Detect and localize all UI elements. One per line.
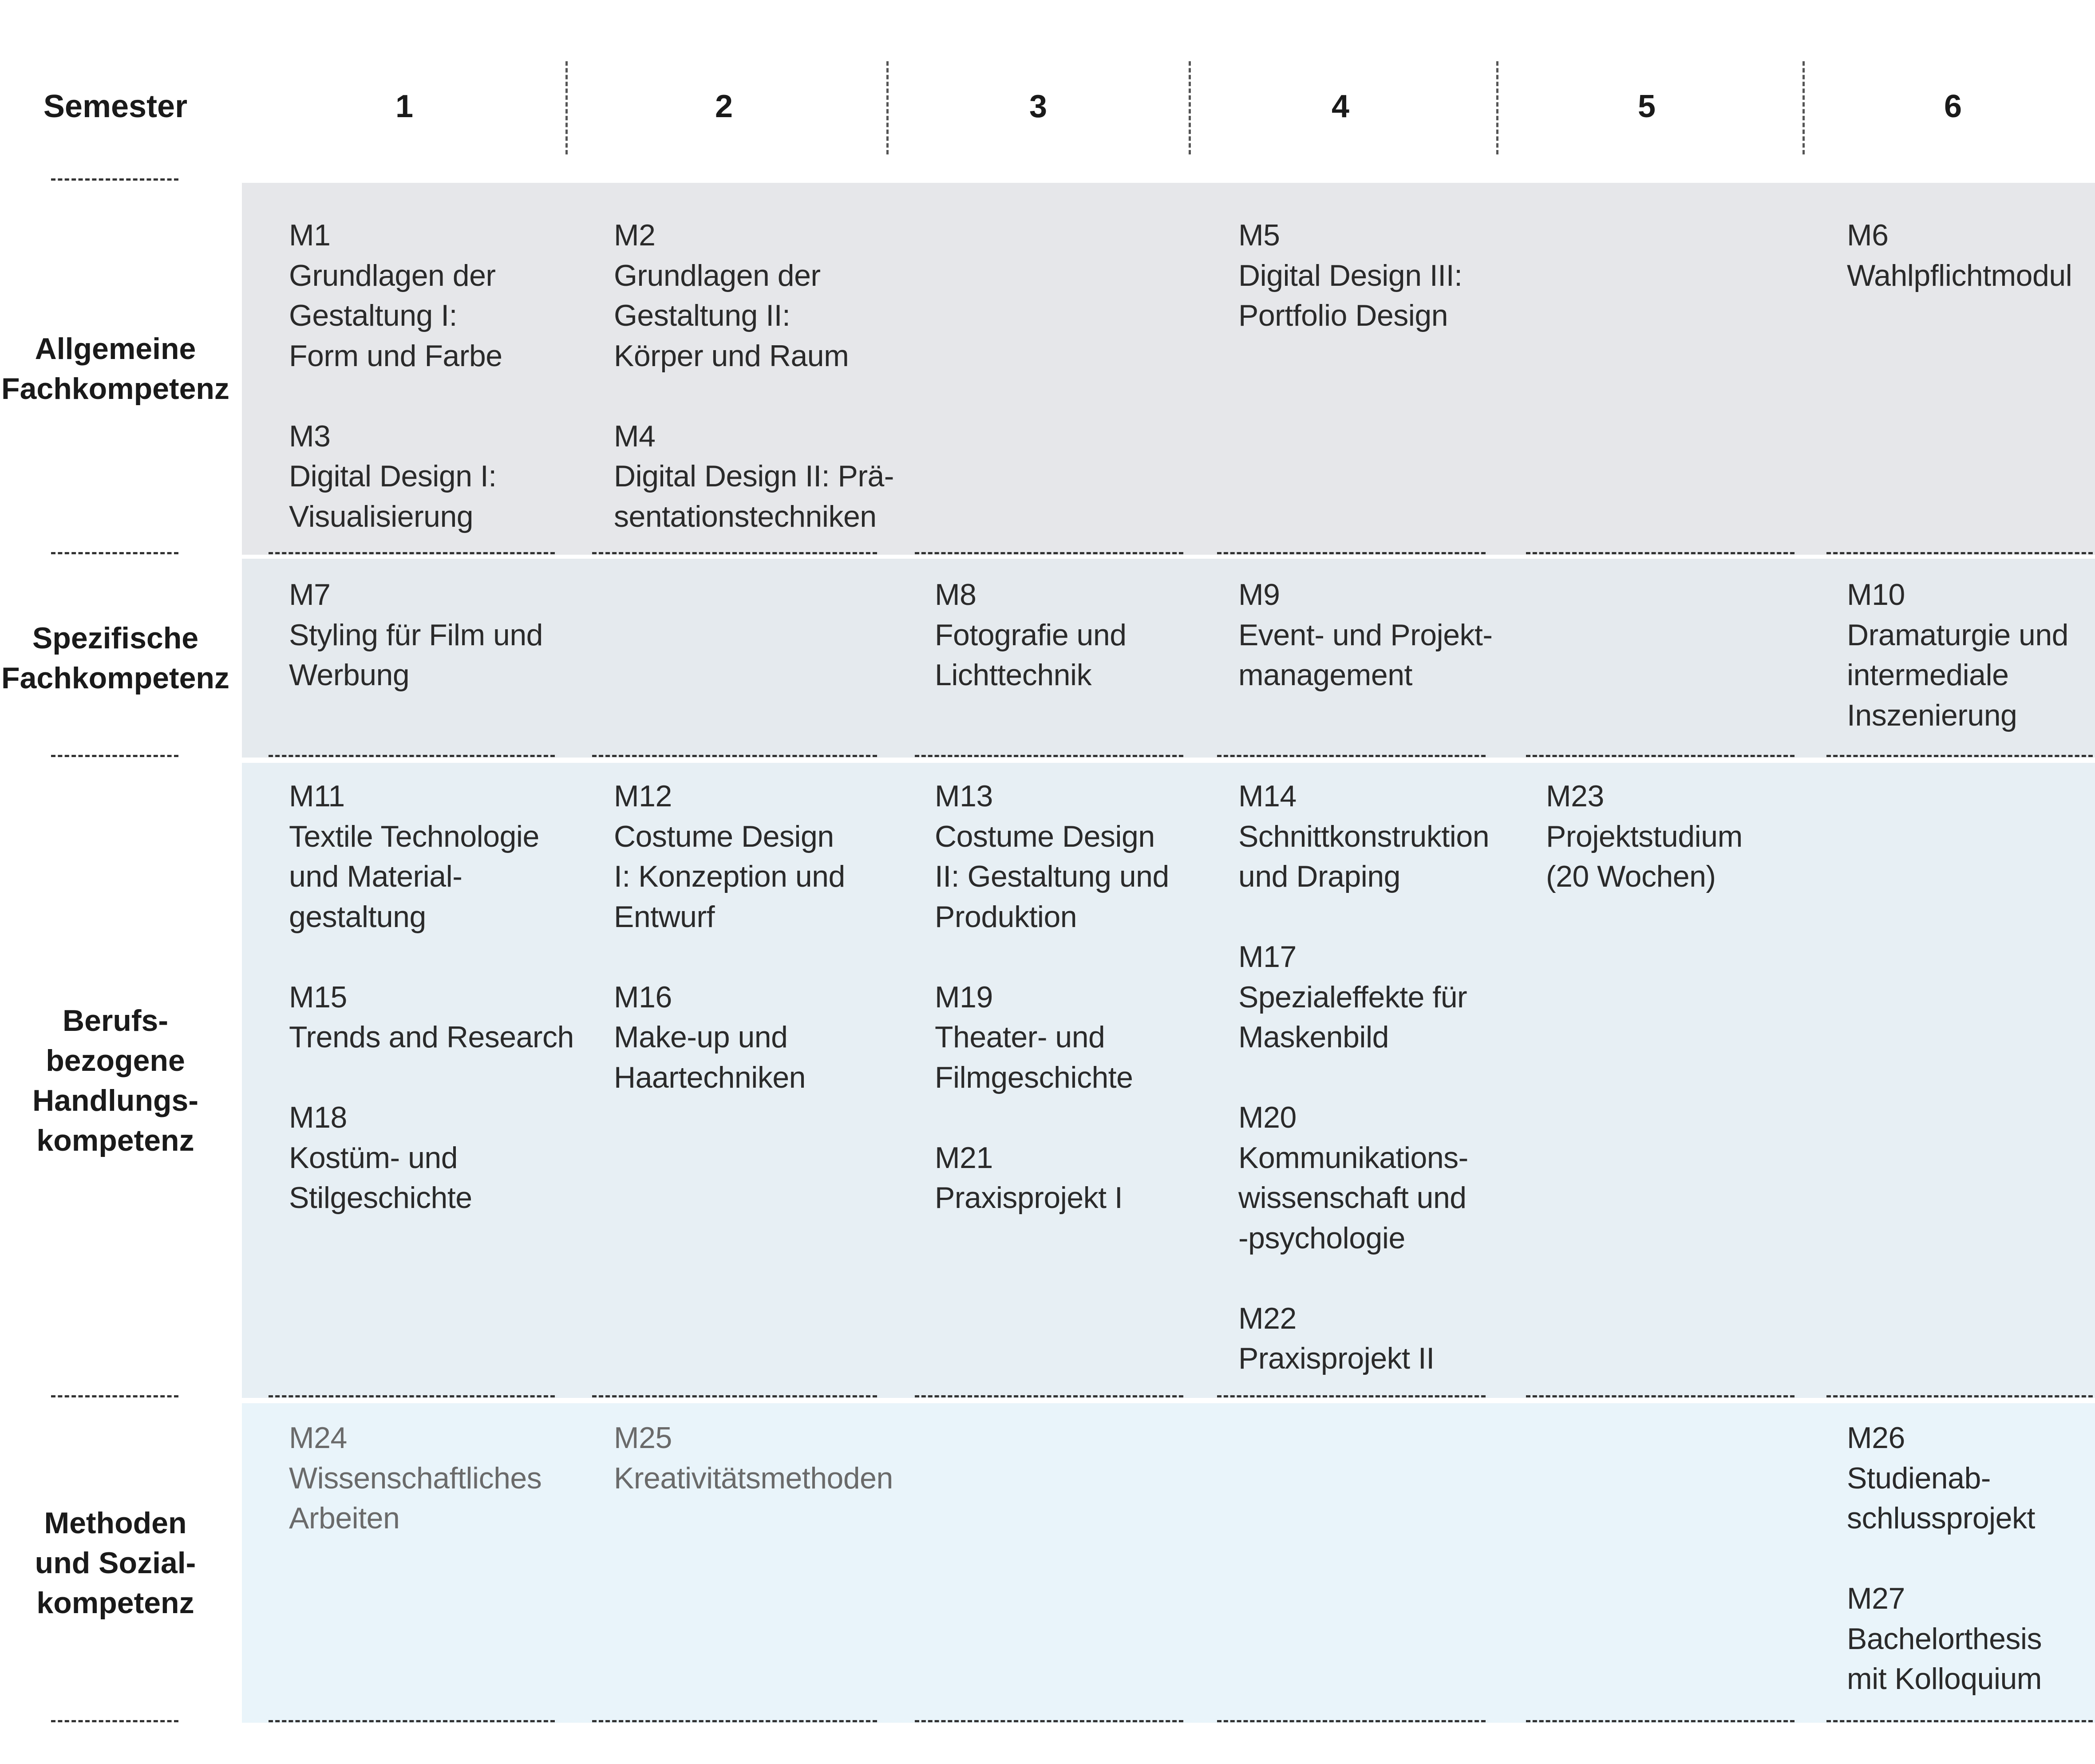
module-code: M20 — [1238, 1101, 1297, 1134]
module-title-line: Digital Design II: Prä- — [614, 459, 894, 493]
row-label-line: kompetenz — [36, 1123, 194, 1157]
module-title-line: Theater- und — [935, 1020, 1105, 1054]
label-separator — [51, 552, 178, 554]
module-title-line: intermediale — [1847, 658, 2009, 692]
label-separator — [51, 755, 178, 757]
module-m18 — [289, 1097, 574, 1218]
module-code: M23 — [1546, 779, 1604, 813]
module-title-line: Styling für Film und — [289, 618, 543, 652]
row-separator — [915, 755, 1183, 757]
module-cell — [614, 1418, 893, 1498]
module-title-line: Dramaturgie und — [1847, 618, 2068, 652]
row-separator — [1826, 1720, 2093, 1722]
module-m13 — [935, 776, 1169, 937]
module-code: M21 — [935, 1140, 993, 1175]
row-label-line: Handlungs- — [32, 1083, 198, 1117]
module-code: M6 — [1847, 218, 1889, 252]
module-title-line: I: Konzeption und — [614, 860, 845, 893]
row-separator — [915, 552, 1183, 554]
row-separator — [915, 1395, 1183, 1397]
module-m22 — [1238, 1298, 1489, 1379]
module-code: M10 — [1847, 578, 1905, 612]
header-divider — [1189, 61, 1191, 154]
module-m10 — [1847, 575, 2068, 735]
semester-number-2: 2 — [715, 89, 733, 124]
module-code: M24 — [289, 1421, 347, 1455]
module-m11 — [289, 776, 574, 937]
row-label — [0, 559, 231, 758]
module-title-line: Praxisprojekt II — [1238, 1342, 1435, 1375]
label-separator — [51, 178, 178, 181]
module-code: M7 — [289, 578, 331, 612]
semester-number-6: 6 — [1944, 89, 1962, 124]
module-m4 — [614, 416, 894, 537]
module-title-line: Fotografie und — [935, 618, 1127, 652]
module-title-line: Arbeiten — [289, 1501, 400, 1535]
module-title-line: Digital Design I: — [289, 459, 497, 493]
module-cell — [935, 575, 1127, 695]
row-separator — [1217, 552, 1486, 554]
module-title-line: Studienab- — [1847, 1461, 1991, 1495]
module-title-line: Schnittkonstruktion — [1238, 819, 1490, 853]
module-cell — [289, 776, 574, 1218]
module-title-line: Bachelorthesis — [1847, 1622, 2042, 1656]
semester-number-3: 3 — [1029, 89, 1048, 124]
module-title-line: Costume Design — [935, 819, 1155, 853]
row-label-line: Fachkompetenz — [1, 661, 229, 695]
semester-number-1: 1 — [395, 89, 414, 124]
module-title-line: und Material- — [289, 860, 462, 893]
row-label-text — [35, 1503, 196, 1623]
module-title-line: Event- und Projekt- — [1238, 618, 1493, 652]
module-code: M25 — [614, 1421, 672, 1455]
module-title-line: Lichttechnik — [935, 658, 1092, 692]
module-title-line: schlussprojekt — [1847, 1501, 2035, 1535]
row-separator — [1217, 755, 1486, 757]
row-separator — [915, 1720, 1183, 1722]
module-code: M3 — [289, 419, 331, 453]
row-separator — [1526, 755, 1795, 757]
module-m16 — [614, 977, 845, 1098]
row-separator — [592, 1395, 877, 1397]
module-title-line: Gestaltung I: — [289, 299, 458, 332]
module-title-line: Kreativitätsmethoden — [614, 1461, 893, 1495]
module-m20 — [1238, 1097, 1489, 1258]
module-title-line: Make-up und — [614, 1020, 788, 1054]
semester-number-5: 5 — [1637, 89, 1656, 124]
module-code: M13 — [935, 779, 993, 813]
module-code: M16 — [614, 980, 672, 1014]
header-divider — [1496, 61, 1498, 154]
module-m8 — [935, 575, 1127, 695]
module-cell — [289, 215, 502, 537]
module-m21 — [935, 1138, 1169, 1218]
row-separator — [1217, 1395, 1486, 1397]
module-title-line: mit Kolloquium — [1847, 1662, 2042, 1696]
module-m15 — [289, 977, 574, 1058]
module-title-line: Form und Farbe — [289, 339, 502, 373]
row-label-text — [1, 329, 229, 409]
module-title-line: Grundlagen der — [614, 258, 821, 292]
module-title-line: II: Gestaltung und — [935, 860, 1169, 893]
module-cell — [1238, 215, 1462, 336]
row-label — [0, 1403, 231, 1723]
row-label-line: und Sozial- — [35, 1546, 196, 1580]
semester-number-4: 4 — [1331, 89, 1350, 124]
module-m7 — [289, 575, 543, 695]
module-title-line: Kostüm- und — [289, 1140, 458, 1175]
row-separator — [1826, 1395, 2093, 1397]
module-code: M18 — [289, 1101, 347, 1134]
semester-header-label: Semester — [43, 89, 188, 124]
module-m26 — [1847, 1418, 2042, 1539]
label-separator — [51, 1395, 178, 1397]
module-m5 — [1238, 215, 1462, 336]
module-code: M1 — [289, 218, 331, 252]
module-code: M2 — [614, 218, 656, 252]
module-title-line: Stilgeschichte — [289, 1181, 472, 1215]
row-separator — [1526, 1395, 1795, 1397]
row-label-line: Spezifische — [32, 621, 199, 655]
module-title-line: Digital Design III: — [1238, 258, 1463, 292]
row-band — [242, 183, 2095, 555]
module-cell — [1238, 575, 1493, 695]
module-m24 — [289, 1418, 542, 1539]
row-separator — [592, 1720, 877, 1722]
module-title-line: Maskenbild — [1238, 1020, 1389, 1054]
module-cell — [289, 1418, 542, 1539]
module-title-line: Inszenierung — [1847, 698, 2017, 732]
row-label-text — [1, 618, 229, 698]
module-m3 — [289, 416, 502, 537]
module-title-line: management — [1238, 658, 1412, 692]
row-label-line: Allgemeine — [35, 332, 196, 366]
module-code: M27 — [1847, 1582, 1905, 1615]
module-code: M19 — [935, 980, 993, 1014]
module-code: M9 — [1238, 578, 1280, 612]
header-divider — [565, 61, 568, 154]
row-label — [0, 183, 231, 555]
module-m2 — [614, 215, 894, 376]
row-separator — [269, 755, 555, 757]
module-title-line: gestaltung — [289, 900, 426, 934]
row-separator — [592, 552, 877, 554]
row-separator — [1526, 1720, 1795, 1722]
module-code: M17 — [1238, 940, 1297, 974]
module-cell — [614, 215, 894, 537]
row-separator — [269, 552, 555, 554]
row-label-text — [32, 1001, 198, 1160]
module-code: M14 — [1238, 779, 1297, 813]
module-title-line: Praxisprojekt I — [935, 1181, 1123, 1215]
module-m12 — [614, 776, 845, 937]
module-title-line: Produktion — [935, 900, 1077, 934]
row-label — [0, 763, 231, 1398]
module-title-line: Haartechniken — [614, 1060, 806, 1094]
module-title-line: Spezialeffekte für — [1238, 980, 1467, 1014]
label-separator — [51, 1720, 178, 1722]
row-separator — [1826, 755, 2093, 757]
module-m27 — [1847, 1579, 2042, 1699]
row-separator — [592, 755, 877, 757]
module-title-line: Visualisierung — [289, 499, 474, 533]
module-cell — [614, 776, 845, 1097]
module-title-line: Filmgeschichte — [935, 1060, 1133, 1094]
module-title-line: Grundlagen der — [289, 258, 496, 292]
module-code: M26 — [1847, 1421, 1905, 1455]
module-title-line: Textile Technologie — [289, 819, 539, 853]
row-label-line: bezogene — [46, 1043, 185, 1077]
module-cell — [935, 776, 1169, 1218]
header-divider — [1802, 61, 1805, 154]
module-title-line: -psychologie — [1238, 1221, 1405, 1255]
module-title-line: Gestaltung II: — [614, 299, 791, 332]
row-separator — [1826, 552, 2093, 554]
module-code: M8 — [935, 578, 976, 612]
module-title-line: Körper und Raum — [614, 339, 849, 373]
module-title-line: Werbung — [289, 658, 410, 692]
module-code: M12 — [614, 779, 672, 813]
row-label-line: kompetenz — [36, 1586, 194, 1620]
module-title-line: Kommunikations- — [1238, 1140, 1468, 1175]
module-cell — [1238, 776, 1489, 1379]
module-m17 — [1238, 937, 1489, 1058]
module-title-line: Portfolio Design — [1238, 299, 1448, 332]
module-cell — [1847, 1418, 2042, 1699]
module-title-line: Entwurf — [614, 900, 715, 934]
module-m25 — [614, 1418, 893, 1498]
row-separator — [269, 1720, 555, 1722]
module-code: M22 — [1238, 1301, 1297, 1335]
module-code: M4 — [614, 419, 656, 453]
row-separator — [1217, 1720, 1486, 1722]
module-title-line: Wissenschaftliches — [289, 1461, 542, 1495]
row-label-line: Fachkompetenz — [1, 372, 229, 406]
row-separator — [1526, 552, 1795, 554]
module-title-line: sentationstechniken — [614, 499, 877, 533]
module-title-line: Wahlpflichtmodul — [1847, 258, 2072, 292]
module-title-line: und Draping — [1238, 860, 1400, 893]
module-title-line: (20 Wochen) — [1546, 860, 1716, 893]
module-code: M5 — [1238, 218, 1280, 252]
module-title-line: Projektstudium — [1546, 819, 1743, 853]
module-code: M11 — [289, 779, 345, 813]
row-label-line: Methoden — [44, 1506, 187, 1540]
module-title-line: Costume Design — [614, 819, 834, 853]
module-m19 — [935, 977, 1169, 1098]
module-code: M15 — [289, 980, 347, 1014]
module-m9 — [1238, 575, 1493, 695]
module-cell — [1847, 575, 2068, 735]
row-label-line: Berufs- — [62, 1003, 169, 1038]
module-cell — [1847, 215, 2072, 296]
module-title-line: Trends and Research — [289, 1020, 574, 1054]
module-m1 — [289, 215, 502, 376]
module-m23 — [1546, 776, 1743, 897]
module-cell — [1546, 776, 1743, 897]
header-divider — [886, 61, 889, 154]
row-separator — [269, 1395, 555, 1397]
module-m14 — [1238, 776, 1489, 897]
module-title-line: wissenschaft und — [1238, 1181, 1466, 1215]
module-cell — [289, 575, 543, 695]
module-m6 — [1847, 215, 2072, 296]
